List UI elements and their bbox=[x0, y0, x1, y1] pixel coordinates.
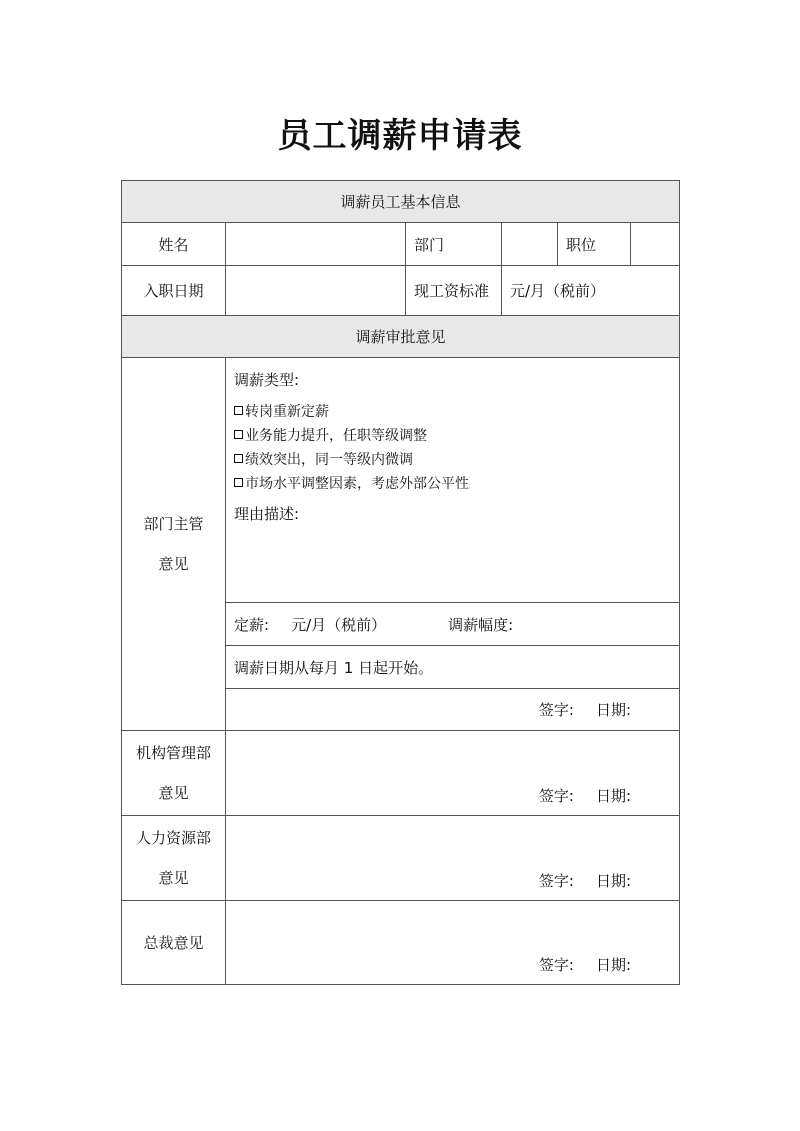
ceo-opinion-label: 总裁意见 bbox=[122, 901, 226, 985]
manager-signature-row[interactable] bbox=[226, 689, 680, 731]
dept-label: 部门 bbox=[406, 223, 502, 266]
option-capability[interactable]: 业务能力提升，任职等级调整 bbox=[234, 424, 671, 448]
sign-label: 签字: bbox=[538, 956, 574, 974]
date-label: 日期: bbox=[595, 956, 632, 974]
current-salary-label: 现工资标准 bbox=[406, 266, 502, 316]
page-title: 员工调薪申请表 bbox=[277, 116, 523, 156]
checkbox-icon[interactable] bbox=[234, 430, 243, 439]
org-dept-opinion-label: 机构管理部 意见 bbox=[122, 731, 226, 816]
checkbox-icon[interactable] bbox=[234, 454, 243, 463]
current-salary-field[interactable] bbox=[502, 266, 680, 316]
option-market[interactable]: 市场水平调整因素，考虑外部公平性 bbox=[234, 472, 671, 496]
adjustment-type-label: 调薪类型: bbox=[234, 371, 300, 389]
date-label: 日期: bbox=[595, 872, 632, 890]
org-dept-signature-row[interactable] bbox=[226, 731, 680, 816]
checkbox-icon[interactable] bbox=[234, 406, 243, 415]
adjustment-range-label: 调薪幅度: bbox=[448, 615, 514, 634]
position-field[interactable] bbox=[631, 223, 680, 266]
salary-adjustment-form bbox=[121, 180, 680, 985]
section-approval: 调薪审批意见 bbox=[122, 316, 680, 358]
new-salary-unit: 元/月（税前） bbox=[291, 615, 387, 634]
checkbox-icon[interactable] bbox=[234, 478, 243, 487]
name-label: 姓名 bbox=[122, 223, 226, 266]
date-label: 日期: bbox=[595, 701, 632, 719]
sign-label: 签字: bbox=[538, 787, 574, 805]
new-salary-cell[interactable] bbox=[226, 603, 680, 646]
effective-date-note: 调薪日期从每月 1 日起开始。 bbox=[226, 646, 680, 689]
hr-dept-signature-row[interactable] bbox=[226, 816, 680, 901]
current-salary-unit: 元/月（税前） bbox=[510, 282, 606, 300]
reason-label: 理由描述: bbox=[234, 505, 300, 523]
hire-date-field[interactable] bbox=[226, 266, 406, 316]
new-salary-label: 定薪: bbox=[234, 615, 270, 634]
ceo-signature-row[interactable] bbox=[226, 901, 680, 985]
manager-label-line1: 部门主管 bbox=[143, 515, 204, 533]
option-transfer[interactable]: 转岗重新定薪 bbox=[234, 400, 671, 424]
manager-opinion-label bbox=[122, 358, 226, 731]
section-basic-info: 调薪员工基本信息 bbox=[122, 181, 680, 223]
manager-label-line2: 意见 bbox=[158, 555, 189, 573]
sign-label: 签字: bbox=[538, 872, 574, 890]
hr-dept-opinion-label: 人力资源部 意见 bbox=[122, 816, 226, 901]
adjustment-type-cell bbox=[226, 358, 680, 603]
position-label: 职位 bbox=[558, 223, 631, 266]
sign-label: 签字: bbox=[538, 701, 574, 719]
dept-field[interactable] bbox=[502, 223, 558, 266]
name-field[interactable] bbox=[226, 223, 406, 266]
option-performance[interactable]: 绩效突出，同一等级内微调 bbox=[234, 448, 671, 472]
hire-date-label: 入职日期 bbox=[122, 266, 226, 316]
date-label: 日期: bbox=[595, 787, 632, 805]
